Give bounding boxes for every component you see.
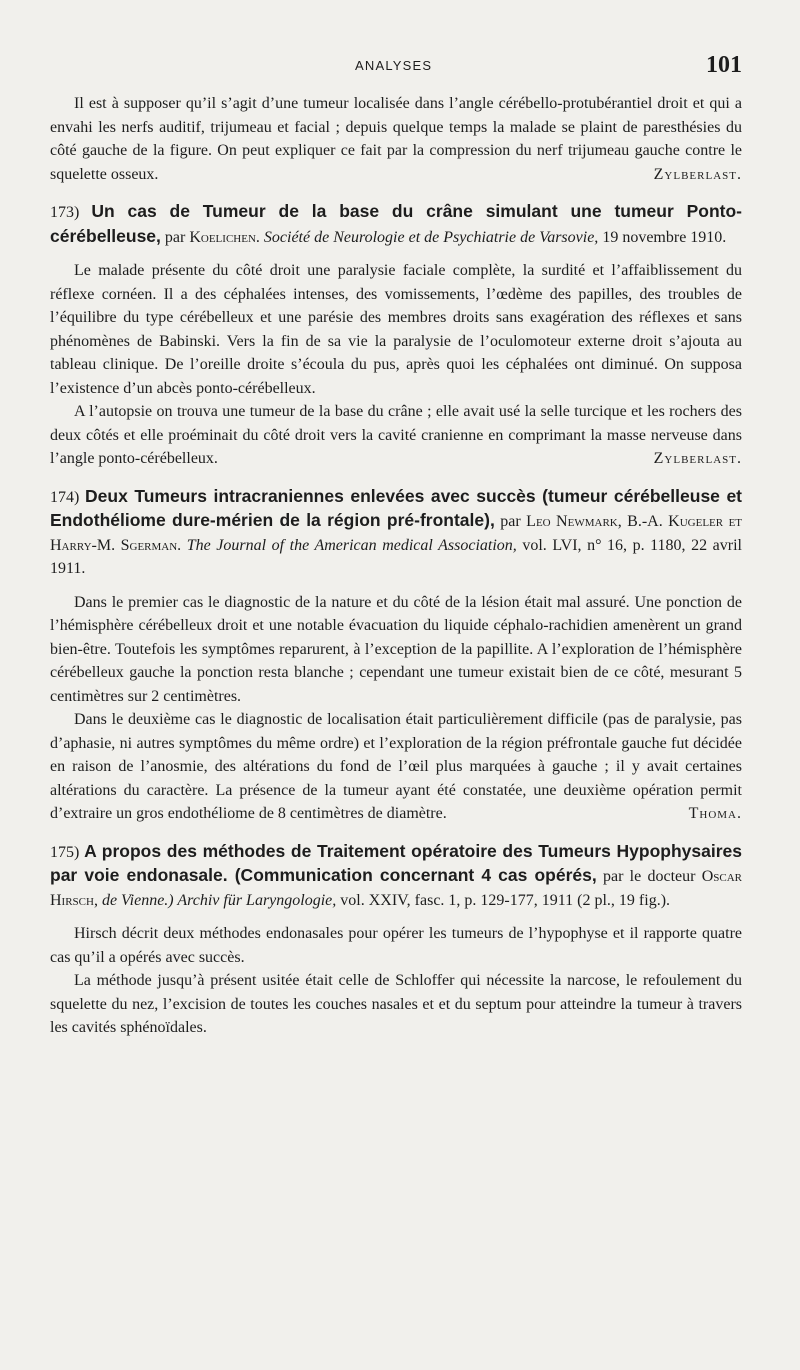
entry-date: 19 novembre 1910. (598, 228, 727, 246)
entry-by: par (494, 513, 527, 530)
entry-author: Leo Newmark, B.-A. Kugeler et Harry-M. Sgerman. (50, 513, 743, 554)
entry-signature: Thoma. (688, 805, 742, 822)
entry-paragraph: Dans le premier cas le diagnostic de la nature et du côté de la lésion était mal assuré. Une ponction de l’hémisphère cérébelleux droit et une notable évacuation du liquide céphalo-rachidien amenèrent un grand bien-être. Toutefois les symptômes reparurent, à l’exception de la papillite. A l’exploration de l’hémisphère cérébelleux gauche la ponction resta blanche ; cependant une tumeur existait bien de ce côté, mesurant 5 centimètres sur 2 centimètres. (50, 593, 742, 705)
entry-signature: Zylberlast. (653, 450, 742, 467)
page-number: 101 (706, 52, 742, 78)
entry-173 (50, 200, 742, 471)
entry-paragraph: Dans le deuxième cas le diagnostic de localisation était particulièrement difficile (pas de paralysie, pas d’aphasie, ni autres symptômes du même ordre) et l’exploration de la région préfrontale gauche fut décidée en raison de l’anosmie, des altérations du fond de l’œil plus marquées à gauche ; il y avait certaines altérations du caractère. La présence de la tumeur ayant été constatée, une deuxième opération permit d’extraire un gros endothéliome de 8 centimètres de diamètre. (50, 711, 742, 822)
page-content (50, 92, 742, 1040)
entry-paragraph: A l’autopsie on trouva une tumeur de la base du crâne ; elle avait usé la selle turcique et les rochers des deux côtés et elle proéminait du côté droit vers la cavité cranienne en comprimant la masse nerveuse dans l’angle ponto-cérébelleux. (50, 403, 742, 467)
entry-heading (50, 200, 742, 249)
entry-number: 174) (50, 488, 80, 506)
entry-title: Un cas de Tumeur de la base du crâne simulant une tumeur Ponto-cérébelleuse, (50, 201, 742, 246)
entry-source: de Vienne.) Archiv für Laryngologie, (97, 891, 337, 909)
entry-paragraph: La méthode jusqu’à présent usitée était celle de Schloffer qui nécessite la narcose, le refoulement du squelette du nez, l’excision de toutes les couches nasales et et du septum pour atteindre la tumeur à travers les cavités sphénoïdales. (50, 972, 742, 1036)
intro-paragraph: Il est à supposer qu’il s’agit d’une tumeur localisée dans l’angle cérébello-protubérantiel droit et qui a envahi les nerfs auditif, trijumeau et facial ; depuis quelque temps la malade se plaint de paresthésies du côté gauche de la figure. On peut expliquer ce fait par la compression du nerf trijumeau gauche contre le squelette osseux. (50, 95, 742, 183)
entry-by: par (160, 228, 190, 246)
entry-paragraph: Hirsch décrit deux méthodes endonasales pour opérer les tumeurs de l’hypophyse et il rapporte quatre cas qu’il a opérés avec succès. (50, 925, 742, 966)
entry-by: par le docteur (596, 868, 702, 885)
entry-heading (50, 485, 742, 581)
entry-title: Deux Tumeurs intracraniennes enlevées avec succès (tumeur cérébelleuse et Endothéliome dure-mérien de la région pré-frontale), (50, 485, 742, 530)
entry-174 (50, 485, 742, 826)
entry-paragraph: Le malade présente du côté droit une paralysie faciale complète, la surdité et l’affaiblissement du réflexe cornéen. Il a des céphalées intenses, des vomissements, l’œdème des papilles, des troubles de l’équilibre du type cérébelleux et une parésie des membres droits sans exagération des réflexes et sans phénomènes de Babinski. Vers la fin de sa vie la paralysie de l’oculomoteur externe droit s’ajouta au tableau clinique. De l’oreille droite s’écoula du pus, après quoi les céphalées ont diminué. On supposa l’existence d’un abcès ponto-cérébelleux. (50, 262, 742, 397)
entry-175 (50, 840, 742, 1040)
entry-date: vol. XXIV, fasc. 1, p. 129-177, 1911 (2 pl., 19 fig.). (336, 891, 671, 909)
entry-date: vol. LVI, n° 16, p. 1180, 22 avril 1911. (50, 536, 742, 577)
running-head (0, 52, 800, 80)
entry-heading (50, 840, 742, 913)
running-title: ANALYSES (355, 58, 433, 73)
entry-author: Koelichen. (189, 228, 260, 246)
entry-number: 175) (50, 843, 80, 861)
entry-source: Société de Neurologie et de Psychiatrie de Varsovie, (259, 228, 599, 246)
entry-number: 173) (50, 204, 80, 221)
intro-signature: Zylberlast. (653, 165, 742, 183)
entry-source: The Journal of the American medical Association, (181, 536, 517, 554)
entry-author: Oscar Hirsch, (50, 868, 742, 909)
entry-title: A propos des méthodes de Traitement opératoire des Tumeurs Hypophysaires par voie endonasale. (Communication concernant 4 cas opérés, (50, 840, 742, 885)
